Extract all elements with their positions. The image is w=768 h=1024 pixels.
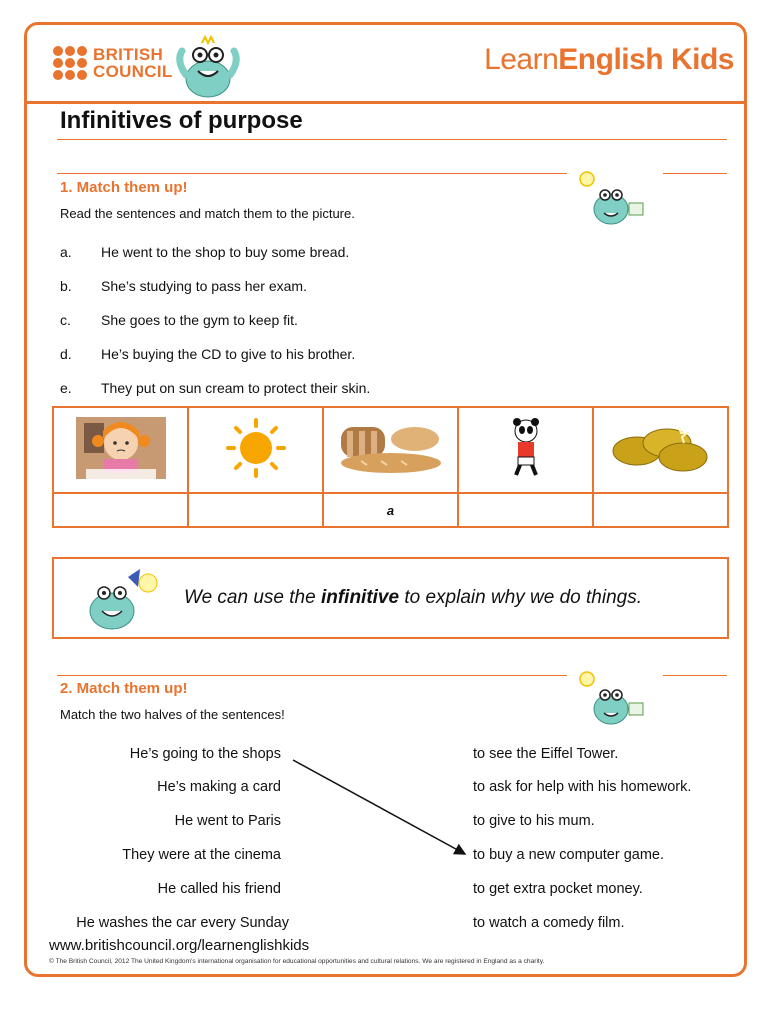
section2-instruction: Match the two halves of the sentences! [60,707,285,722]
right-half-5: to get extra pocket money. [473,881,643,897]
sentence-d: d. He’s buying the CD to give to his brother. [60,346,356,362]
left-half-3: He went to Paris [174,813,281,829]
footer-copyright: © The British Council, 2012 The United Kingdom’s international organisation for educational opportunities and cultural relations. We are registered in England as a charity. [49,958,545,965]
right-half-1: to see the Eiffel Tower. [473,746,619,762]
left-half-5: He called his friend [157,881,281,897]
footer-url[interactable]: www.britishcouncil.org/learnenglishkids [49,937,310,954]
left-half-6: He washes the car every Sunday [76,915,289,931]
sentence-e: e. They put on sun cream to protect their skin. [60,380,371,396]
example-match-arrow [27,25,750,980]
right-half-2: to ask for help with his homework. [473,779,692,795]
right-half-4: to buy a new computer game. [473,847,665,863]
bc-logo-line2: COUNCIL [93,62,173,81]
answer-cell-3[interactable]: a [323,493,458,527]
worksheet-frame [24,22,747,977]
section1-heading: 1. Match them up! [60,179,188,196]
page-title: Infinitives of purpose [60,107,303,134]
right-half-3: to give to his mum. [473,813,595,829]
sentence-c: c. She goes to the gym to keep fit. [60,312,298,328]
right-half-6: to watch a comedy film. [473,915,625,931]
learnenglish-kids-logo: LearnEnglish Kids [484,43,734,76]
sentence-a: a. He went to the shop to buy some bread. [60,244,350,260]
left-half-2: He’s making a card [157,779,281,795]
tip-text: We can use the infinitive to explain why we do things. [184,587,642,608]
section2-heading: 2. Match them up! [60,680,188,697]
bc-logo-line1: BRITISH [93,45,164,64]
left-half-1: He’s going to the shops [129,746,281,762]
left-half-4: They were at the cinema [122,847,281,863]
section1-instruction: Read the sentences and match them to the picture. [60,206,355,221]
sentence-b: b. She’s studying to pass her exam. [60,278,307,294]
